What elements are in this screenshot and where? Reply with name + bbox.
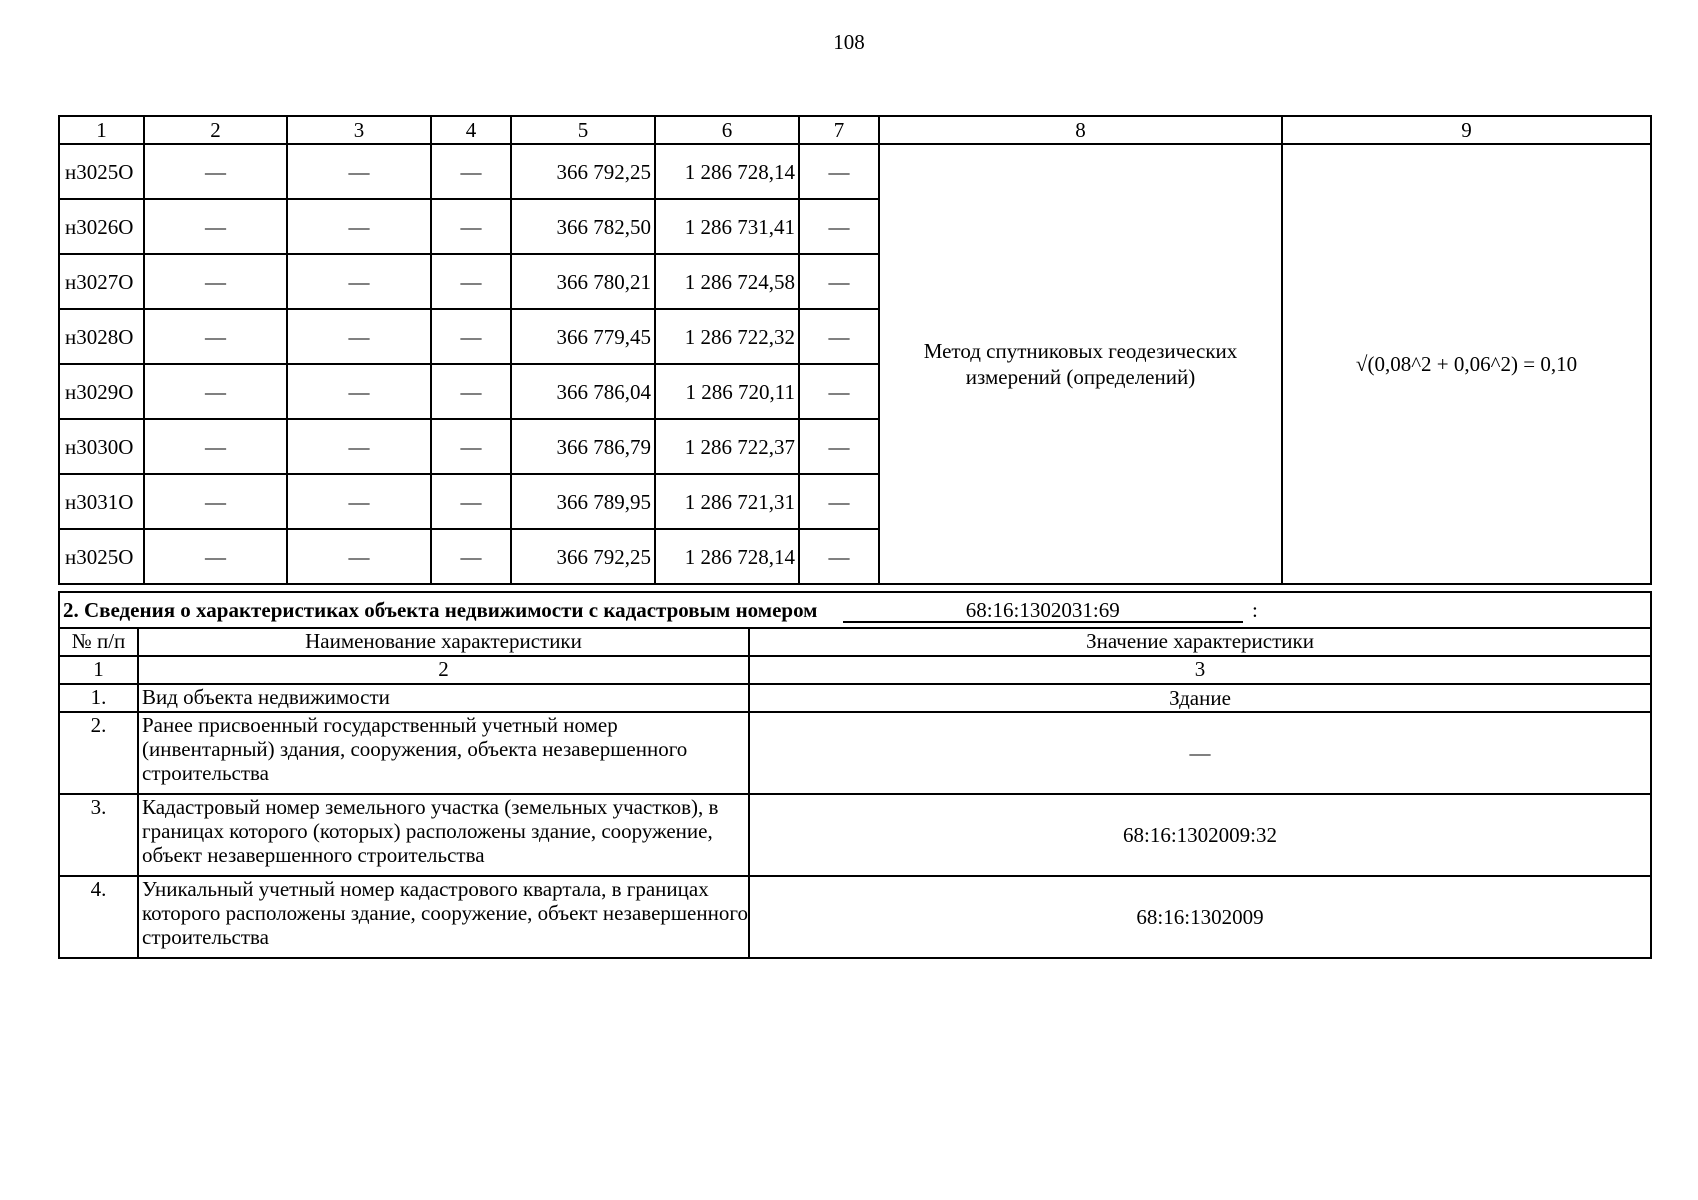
header-cell: 2 xyxy=(138,656,749,684)
section-title: 2. Сведения о характеристиках объекта недвижимости с кадастровым номером xyxy=(63,597,818,622)
dash-cell: — xyxy=(431,144,511,199)
point-id: н3031О xyxy=(59,474,144,529)
header-cell: 6 xyxy=(655,116,799,144)
point-id: н3027О xyxy=(59,254,144,309)
dash-cell: — xyxy=(799,309,879,364)
coordinates-table xyxy=(58,115,1652,585)
header-cell: 1 xyxy=(59,116,144,144)
dash-cell: — xyxy=(431,199,511,254)
characteristic-name: Ранее присвоенный государственный учетный номер (инвентарный) здания, сооружения, объекта незавершенного строительства xyxy=(138,712,749,794)
dash-cell: — xyxy=(287,474,431,529)
title-colon: : xyxy=(1251,597,1258,622)
header-cell: 1 xyxy=(59,656,138,684)
coord-x: 366 780,21 xyxy=(511,254,655,309)
dash-cell: — xyxy=(144,529,287,584)
point-id: н3025О xyxy=(59,529,144,584)
header-cell: 5 xyxy=(511,116,655,144)
dash-cell: — xyxy=(799,529,879,584)
coord-y: 1 286 722,32 xyxy=(655,309,799,364)
header-cell: Наименование характеристики xyxy=(138,628,749,656)
characteristic-value: 68:16:1302009 xyxy=(749,876,1651,958)
dash-cell: — xyxy=(287,364,431,419)
coord-y: 1 286 722,37 xyxy=(655,419,799,474)
characteristic-value: — xyxy=(749,712,1651,794)
header-cell: 3 xyxy=(749,656,1651,684)
header-cell: Значение характеристики xyxy=(749,628,1651,656)
coord-y: 1 286 721,31 xyxy=(655,474,799,529)
coord-y: 1 286 728,14 xyxy=(655,529,799,584)
section-title-row xyxy=(59,592,1651,628)
dash-cell: — xyxy=(799,474,879,529)
dash-cell: — xyxy=(799,254,879,309)
point-id: н3028О xyxy=(59,309,144,364)
dash-cell: — xyxy=(144,364,287,419)
coord-y: 1 286 724,58 xyxy=(655,254,799,309)
header-cell: № п/п xyxy=(59,628,138,656)
coord-y: 1 286 731,41 xyxy=(655,199,799,254)
header-cell: 9 xyxy=(1282,116,1651,144)
coord-x: 366 786,04 xyxy=(511,364,655,419)
table-row xyxy=(59,144,1651,199)
table-row xyxy=(59,876,1651,958)
dash-cell: — xyxy=(144,144,287,199)
coord-x: 366 792,25 xyxy=(511,144,655,199)
characteristics-table xyxy=(58,591,1652,959)
characteristic-value: Здание xyxy=(749,684,1651,712)
method-text-line1: Метод спутниковых геодезических xyxy=(923,339,1238,363)
header-cell: 2 xyxy=(144,116,287,144)
page-number: 108 xyxy=(833,30,865,54)
coordinates-header-row xyxy=(59,116,1651,144)
table-row xyxy=(59,794,1651,876)
header-cell: 8 xyxy=(879,116,1282,144)
dash-cell: — xyxy=(799,419,879,474)
dash-cell: — xyxy=(287,309,431,364)
dash-cell: — xyxy=(144,419,287,474)
coord-x: 366 779,45 xyxy=(511,309,655,364)
row-number: 3. xyxy=(59,794,138,876)
row-number: 4. xyxy=(59,876,138,958)
characteristic-value: 68:16:1302009:32 xyxy=(749,794,1651,876)
dash-cell: — xyxy=(799,199,879,254)
dash-cell: — xyxy=(431,364,511,419)
accuracy-formula: √(0,08^2 + 0,06^2) = 0,10 xyxy=(1282,144,1651,584)
characteristics-header-row xyxy=(59,628,1651,656)
dash-cell: — xyxy=(144,474,287,529)
row-number: 1. xyxy=(59,684,138,712)
dash-cell: — xyxy=(144,254,287,309)
characteristic-name: Уникальный учетный номер кадастрового квартала, в границах которого расположены здание, сооружение, объект незавершенного строительства xyxy=(138,876,749,958)
header-cell: 3 xyxy=(287,116,431,144)
point-id: н3026О xyxy=(59,199,144,254)
dash-cell: — xyxy=(287,199,431,254)
point-id: н3030О xyxy=(59,419,144,474)
coord-y: 1 286 728,14 xyxy=(655,144,799,199)
coord-x: 366 786,79 xyxy=(511,419,655,474)
dash-cell: — xyxy=(799,144,879,199)
dash-cell: — xyxy=(431,419,511,474)
method-cell xyxy=(879,144,1282,584)
coord-x: 366 789,95 xyxy=(511,474,655,529)
dash-cell: — xyxy=(799,364,879,419)
table-row xyxy=(59,712,1651,794)
characteristic-name: Кадастровый номер земельного участка (земельных участков), в границах которого (которых) расположены здание, сооружение, объект незавершенного строительства xyxy=(138,794,749,876)
dash-cell: — xyxy=(144,309,287,364)
coord-x: 366 782,50 xyxy=(511,199,655,254)
dash-cell: — xyxy=(287,419,431,474)
row-number: 2. xyxy=(59,712,138,794)
characteristics-number-row xyxy=(59,656,1651,684)
point-id: н3029О xyxy=(59,364,144,419)
cadastral-number: 68:16:1302031:69 xyxy=(843,599,1243,623)
dash-cell: — xyxy=(287,144,431,199)
dash-cell: — xyxy=(144,199,287,254)
method-text-line2: измерений (определений) xyxy=(965,365,1196,389)
dash-cell: — xyxy=(287,529,431,584)
header-cell: 7 xyxy=(799,116,879,144)
header-cell: 4 xyxy=(431,116,511,144)
point-id: н3025О xyxy=(59,144,144,199)
coord-y: 1 286 720,11 xyxy=(655,364,799,419)
section-title-cell xyxy=(59,592,1651,628)
dash-cell: — xyxy=(431,309,511,364)
table-row xyxy=(59,684,1651,712)
dash-cell: — xyxy=(431,254,511,309)
characteristic-name: Вид объекта недвижимости xyxy=(138,684,749,712)
dash-cell: — xyxy=(287,254,431,309)
dash-cell: — xyxy=(431,529,511,584)
dash-cell: — xyxy=(431,474,511,529)
coord-x: 366 792,25 xyxy=(511,529,655,584)
